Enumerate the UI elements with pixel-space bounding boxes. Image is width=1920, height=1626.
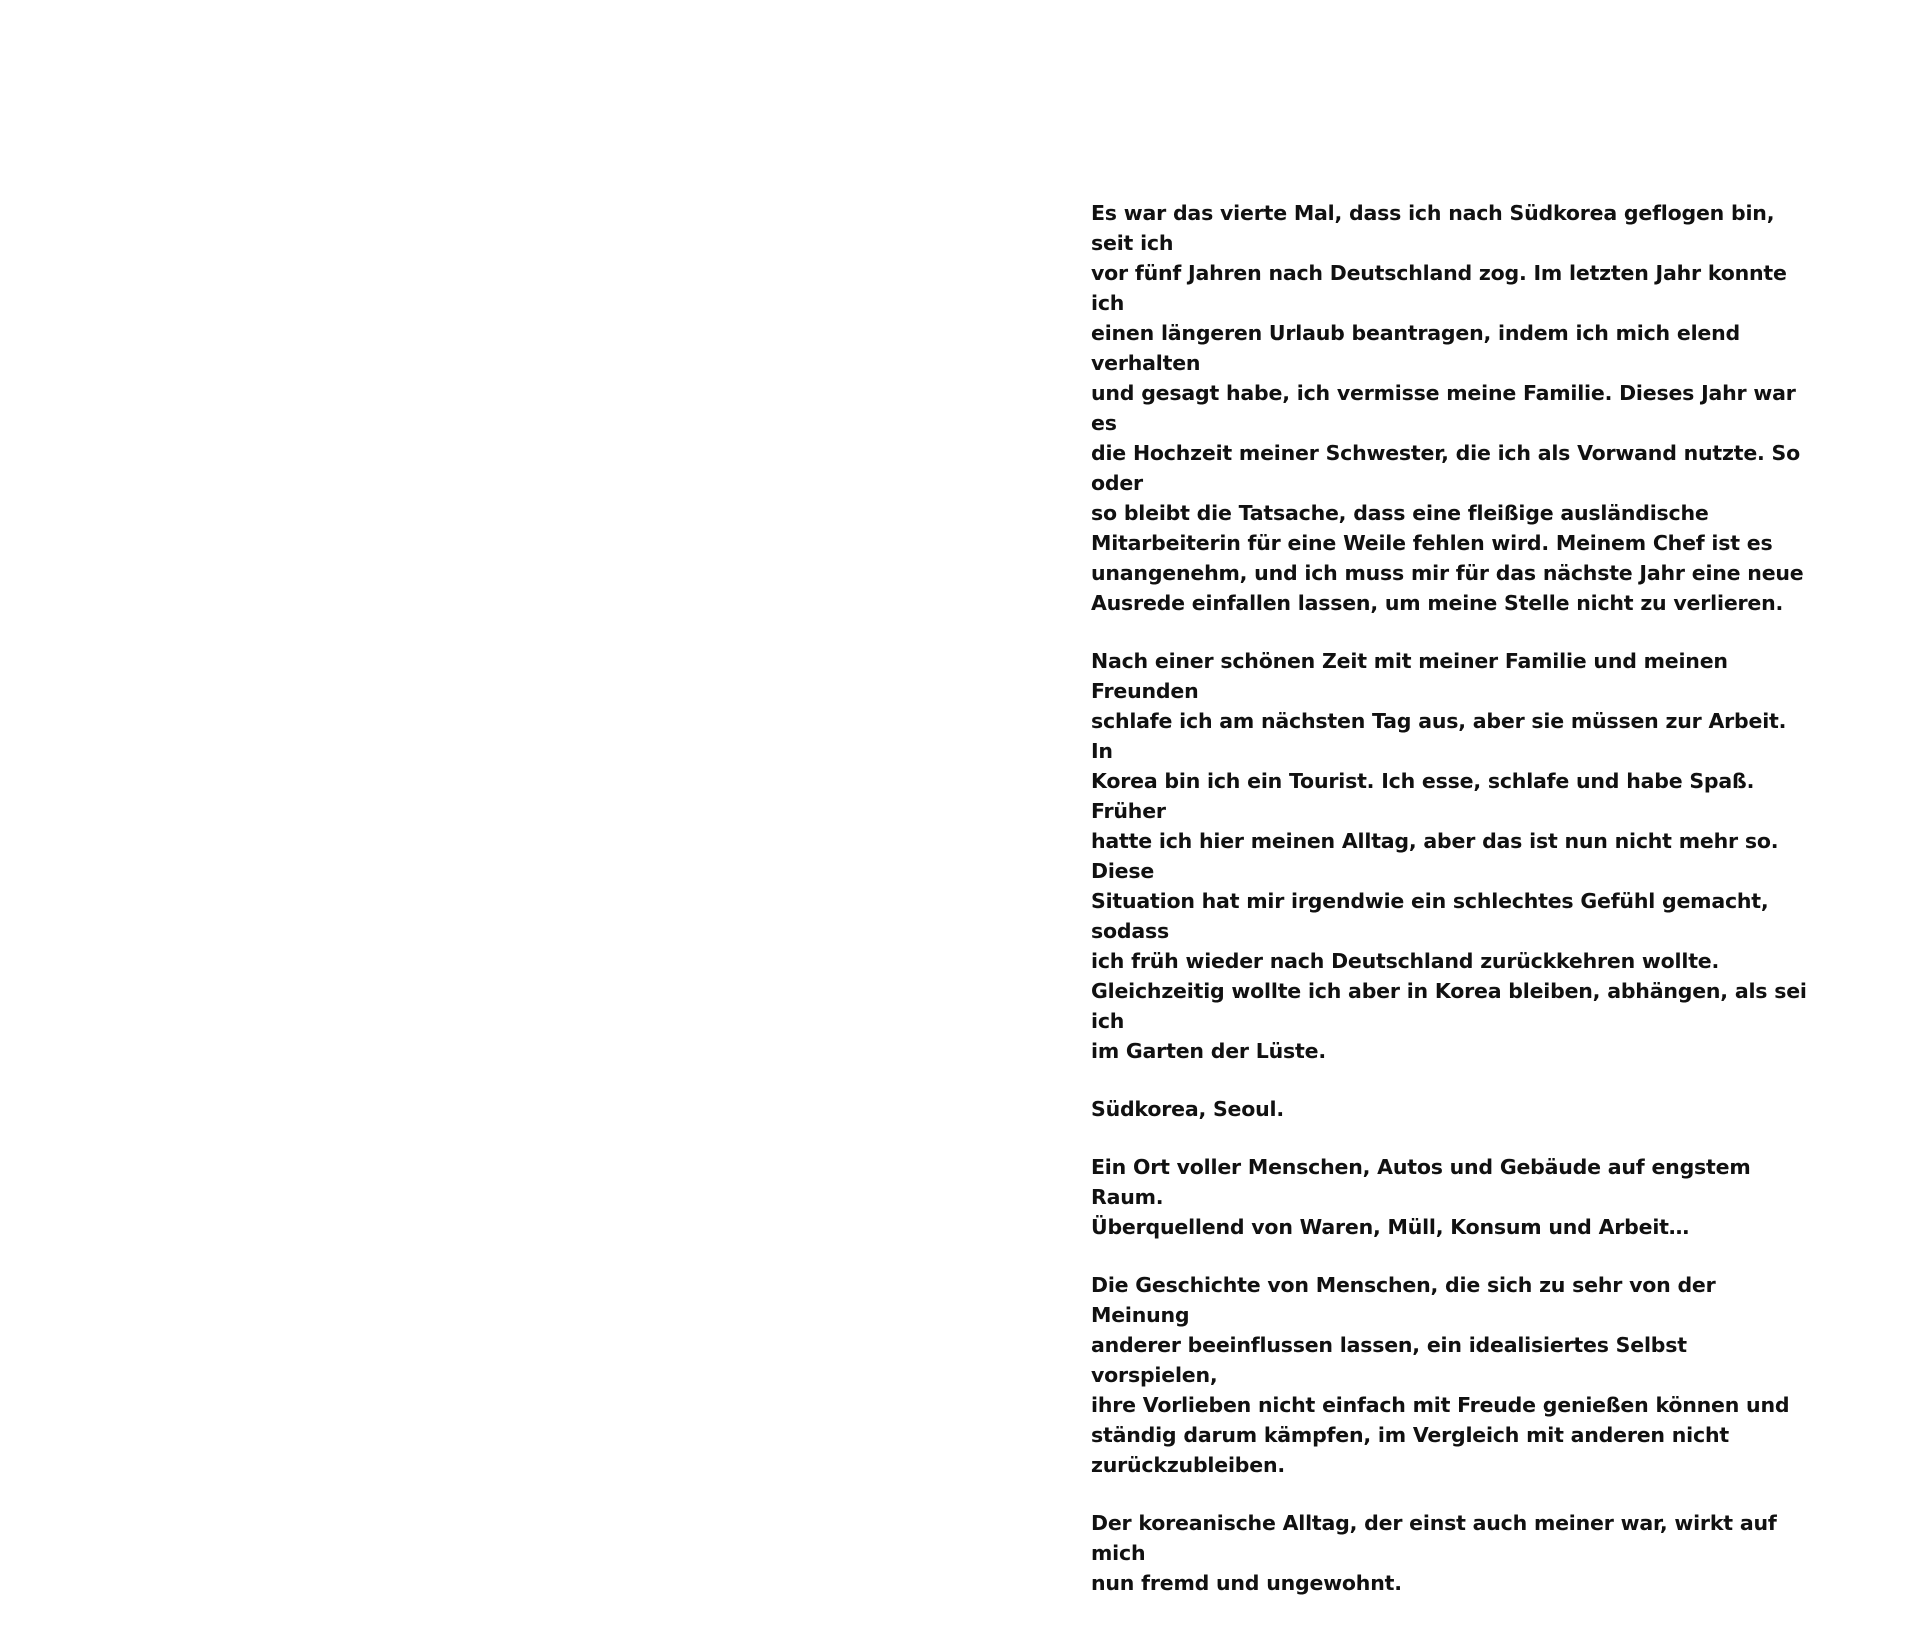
- paragraph-6: Der koreanische Alltag, der einst auch meiner war, wirkt auf mich nun fremd und ungewohnt.: [1091, 1511, 1777, 1595]
- paragraph-4: Ein Ort voller Menschen, Autos und Gebäude auf engstem Raum. Überquellend von Waren, Müll, Konsum und Arbeit…: [1091, 1155, 1751, 1239]
- paragraph-3: Südkorea, Seoul.: [1091, 1097, 1284, 1121]
- body-text: [1091, 198, 1811, 1626]
- left-page-blank: [0, 0, 960, 1362]
- paragraph-1: Es war das vierte Mal, dass ich nach Südkorea geflogen bin, seit ich vor fünf Jahren nach Deutschland zog. Im letzten Jahr konnte ich einen längeren Urlaub beantragen, indem ich mich elend verhalten und gesagt habe, ich vermisse meine Familie. Dieses Jahr war es die Hochzeit meiner Schwester, die ich als Vorwand nutzte. So oder so bleibt die Tatsache, dass eine fleißige ausländische Mitarbeiterin für eine Weile fehlen wird. Meinem Chef ist es unangenehm, und ich muss mir für das nächste Jahr eine neue Ausrede einfallen lassen, um meine Stelle nicht zu verlieren.: [1091, 201, 1804, 615]
- right-page: [960, 0, 1920, 1595]
- paragraph-5: Die Geschichte von Menschen, die sich zu sehr von der Meinung anderer beeinflussen lassen, ein idealisiertes Selbst vorspielen, ihre Vorlieben nicht einfach mit Freude genießen können und ständig darum kämpfen, im Vergleich mit anderen nicht zurückzubleiben.: [1091, 1273, 1790, 1477]
- paragraph-2: Nach einer schönen Zeit mit meiner Familie und meinen Freunden schlafe ich am nächsten Tag aus, aber sie müssen zur Arbeit. In Korea bin ich ein Tourist. Ich esse, schlafe und habe Spaß. Früher hatte ich hier meinen Alltag, aber das ist nun nicht mehr so. Diese Situation hat mir irgendwie ein schlechtes Gefühl gemacht, sodass ich früh wieder nach Deutschland zurückkehren wollte. Gleichzeitig wollte ich aber in Korea bleiben, abhängen, als sei ich im Garten der Lüste.: [1091, 649, 1807, 1063]
